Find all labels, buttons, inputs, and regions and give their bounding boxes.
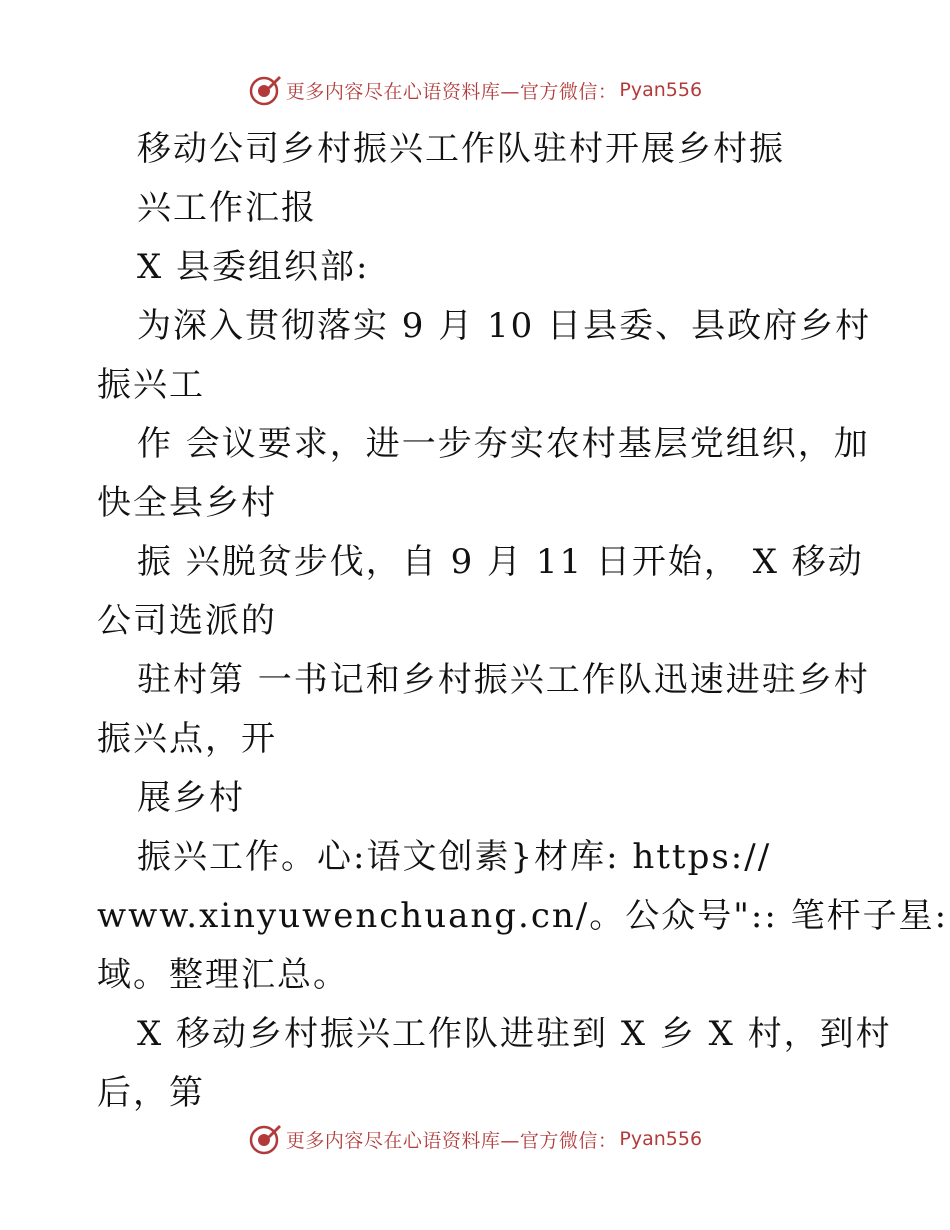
paragraph-line: 振 兴脱贫步伐，自 9 月 11 日开始， X 移动 [137,542,864,582]
paragraph-line: 展乡村 [137,778,245,818]
title-line-1: 移动公司乡村振兴工作队驻村开展乡村振 [137,129,785,169]
paragraph-line: 公司选派的 [97,601,277,641]
paragraph-line: 快全县乡村 [97,483,277,523]
addressee: X 县委组织部: [137,247,370,287]
paragraph-line-url: www.xinyuwenchuang.cn/。公众号":: 笔杆子星: [97,896,949,936]
header-banner [0,70,950,110]
pen-logo-icon [248,73,282,107]
paragraph-line: 域。整理汇总。 [97,955,349,995]
paragraph-line: 振兴工作。心:语文创素}材库: https:// [137,837,772,877]
pen-logo-icon [248,1122,282,1156]
paragraph-line: X 移动乡村振兴工作队进驻到 X 乡 X 村，到村 [137,1014,892,1054]
banner-text: 更多内容尽在心语资料库—官方微信： [285,1129,618,1152]
paragraph-line: 振兴点，开 [97,719,277,759]
paragraph-line: 作 会议要求，进一步夯实农村基层党组织，加 [137,424,870,464]
banner-text: 更多内容尽在心语资料库—官方微信： [285,80,618,103]
footer-banner [0,1119,950,1159]
paragraph-line: 为深入贯彻落实 9 月 10 日县委、县政府乡村 [137,306,872,346]
paragraph-line: 振兴工 [97,365,205,405]
document-body [97,120,949,1123]
paragraph-line: 驻村第 一书记和乡村振兴工作队迅速进驻乡村 [137,660,870,700]
wechat-id: Pyan556 [619,1128,703,1150]
paragraph-line: 后，第 [97,1073,205,1113]
wechat-id: Pyan556 [619,79,703,101]
title-line-2: 兴工作汇报 [137,188,317,228]
